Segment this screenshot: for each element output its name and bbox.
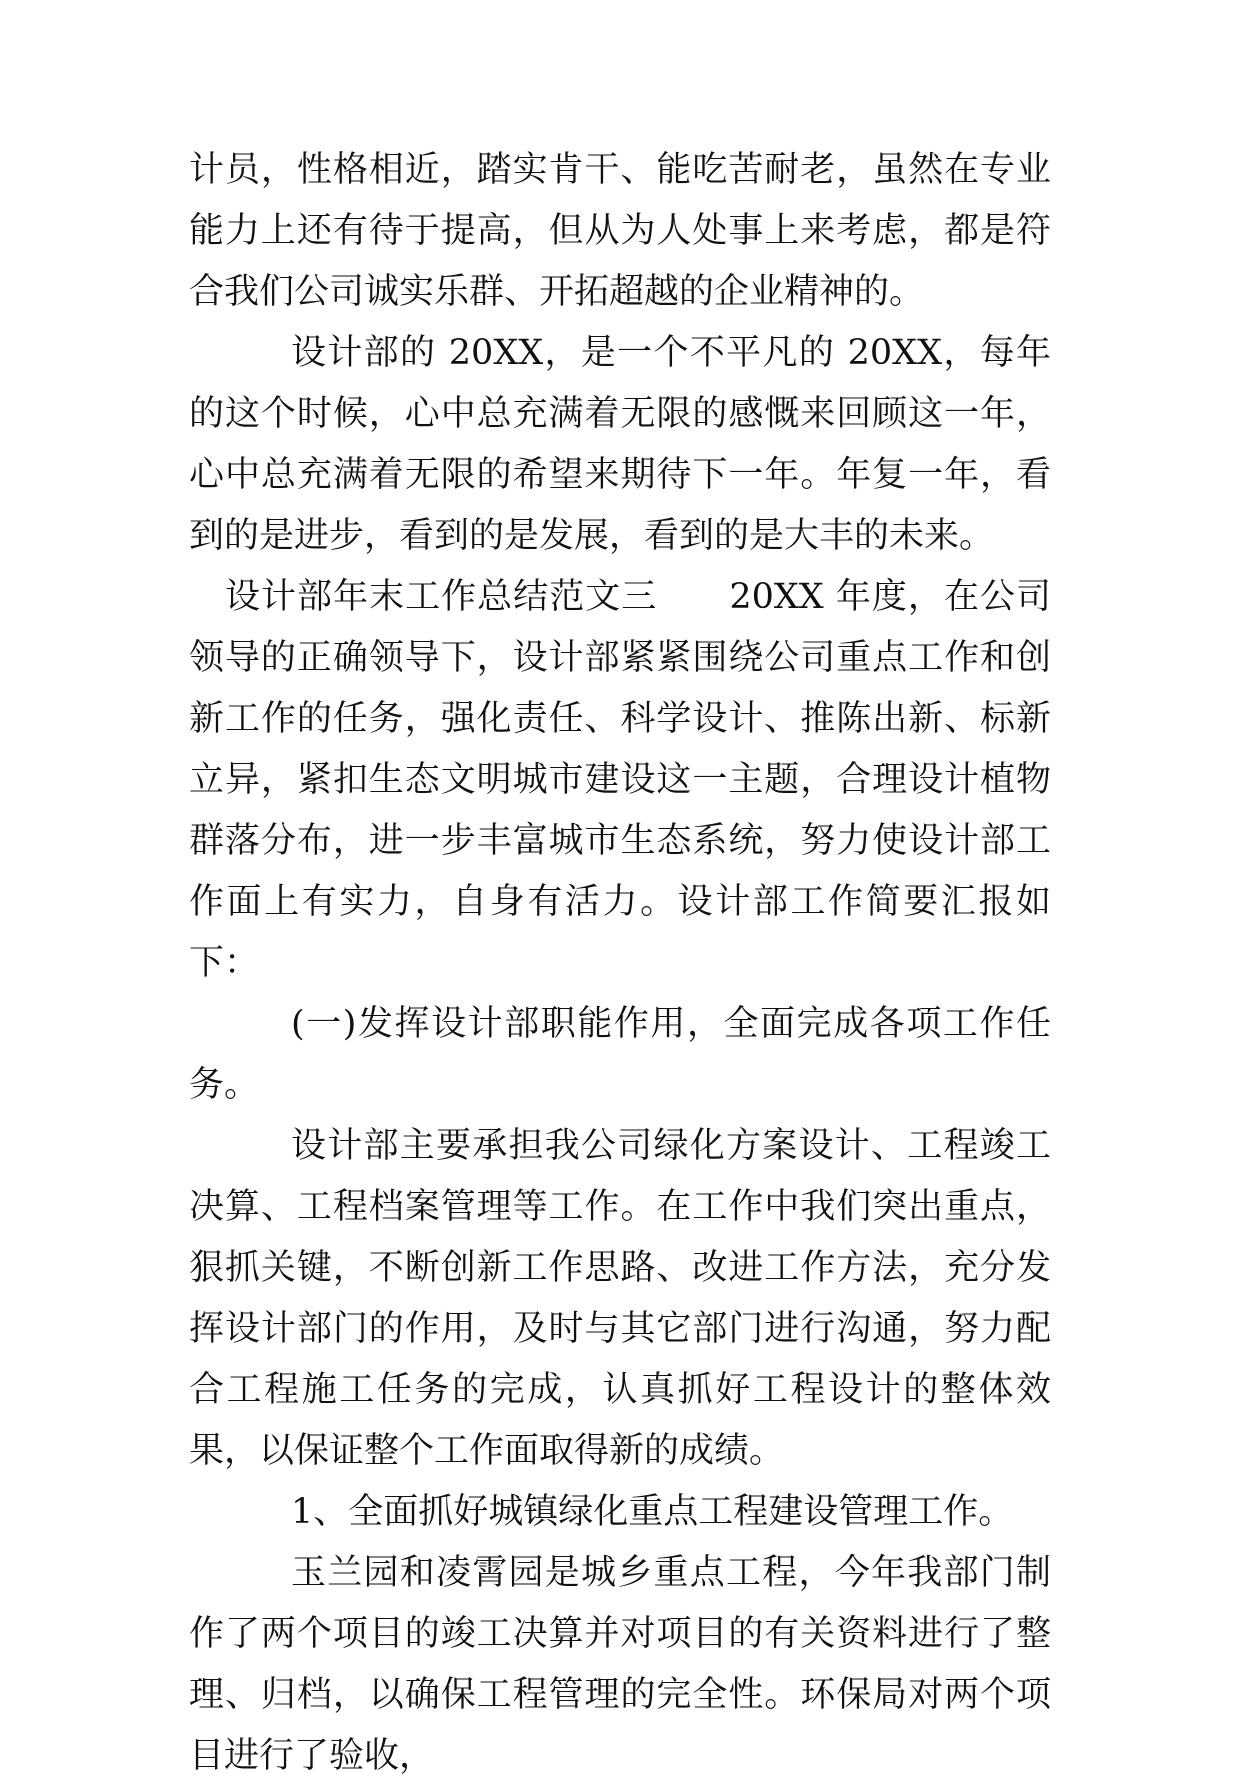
paragraph-4: (一)发挥设计部职能作用，全面完成各项工作任务。 xyxy=(189,1004,1051,1105)
paragraph-2: 设计部的 20XX，是一个不平凡的 20XX，每年的这个时候，心中总充满着无限的感慨来回顾这一年，心中总充满着无限的希望来期待下一年。年复一年，看到的是进步，看到的是发展，看到的是大丰的未来。 xyxy=(189,333,1051,556)
document-body xyxy=(189,140,1051,1787)
paragraph-1: 计员，性格相近，踏实肯干、能吃苦耐老，虽然在专业能力上还有待于提高，但从为人处事上来考虑，都是符合我们公司诚实乐群、开拓超越的企业精神的。 xyxy=(189,150,1051,312)
paragraph-5: 设计部主要承担我公司绿化方案设计、工程竣工决算、工程档案管理等工作。在工作中我们突出重点，狠抓关键，不断创新工作思路、改进工作方法，充分发挥设计部门的作用，及时与其它部门进行沟通，努力配合工程施工任务的完成，认真抓好工程设计的整体效果，以保证整个工作面取得新的成绩。 xyxy=(189,1126,1051,1471)
paragraph-7: 玉兰园和凌霄园是城乡重点工程，今年我部门制作了两个项目的竣工决算并对项目的有关资料进行了整理、归档，以确保工程管理的完全性。环保局对两个项目进行了验收， xyxy=(189,1553,1051,1776)
paragraph-3: 设计部年末工作总结范文三 20XX 年度，在公司领导的正确领导下，设计部紧紧围绕公司重点工作和创新工作的任务，强化责任、科学设计、推陈出新、标新立异，紧扣生态文明城市建设这一主题，合理设计植物群落分布，进一步丰富城市生态系统，努力使设计部工作面上有实力，自身有活力。设计部工作简要汇报如下： xyxy=(189,577,1051,983)
paragraph-6: 1、全面抓好城镇绿化重点工程建设管理工作。 xyxy=(291,1492,1014,1532)
